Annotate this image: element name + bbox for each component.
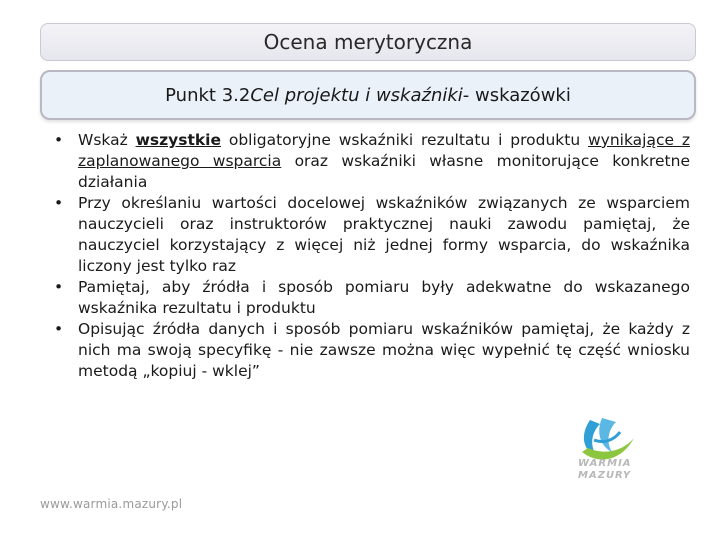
bullet-1-underlined: wynikające z zaplanowanego wsparcia <box>78 131 691 170</box>
bullet-dot: • <box>54 320 64 338</box>
bullet-item-2 <box>50 193 690 277</box>
bullet-1-text-5: oraz wskaźniki własne monitorujące konkretne działania <box>78 152 690 191</box>
slide-title-text: Ocena merytoryczna <box>263 30 473 54</box>
bullet-1-text-3: obligatoryjne wskaźniki rezultatu i produktu <box>221 131 588 149</box>
subtitle-part-a: Punkt 3.2 <box>165 84 251 106</box>
footer-url[interactable]: www.warmia.mazury.pl <box>40 497 183 511</box>
bullet-dot: • <box>54 194 64 212</box>
subtitle-part-c: - wskazówki <box>462 84 571 106</box>
bullet-1-emphasis: wszystkie <box>135 131 222 149</box>
bullet-item-4 <box>50 319 690 382</box>
bullet-1-text-1: Wskaż <box>78 131 136 149</box>
slide-subtitle <box>40 70 696 120</box>
bullet-4-text: Opisując źródła danych i sposób pomiaru wskaźników pamiętaj, że każdy z nich ma swoją specyfikę - nie zawsze można więc wypełnić tę część wniosku metodą „kopiuj - wklej” <box>78 320 690 380</box>
bullet-list <box>50 130 690 382</box>
subtitle-part-b: Cel projektu i wskaźniki <box>250 84 463 106</box>
bullet-item-3 <box>50 277 690 319</box>
slide-title <box>40 23 696 61</box>
logo-line-1: WARMIA <box>578 458 632 469</box>
bullet-2-text: Przy określaniu wartości docelowej wskaźników związanych ze wsparciem nauczycieli oraz instruktorów praktycznej nauki zawodu pamiętaj, że nauczyciel korzystający z więcej niż jednej formy wsparcia, do wskaźnika liczony jest tylko raz <box>78 194 690 275</box>
bullet-3-text: Pamiętaj, aby źródła i sposób pomiaru były adekwatne do wskazanego wskaźnika rezultatu i produktu <box>78 278 690 317</box>
bullet-dot: • <box>54 131 64 149</box>
bullet-dot: • <box>54 278 64 296</box>
logo-wordmark <box>578 458 632 482</box>
bullet-item-1 <box>50 130 690 193</box>
logo-line-2: MAZURY <box>578 470 632 481</box>
